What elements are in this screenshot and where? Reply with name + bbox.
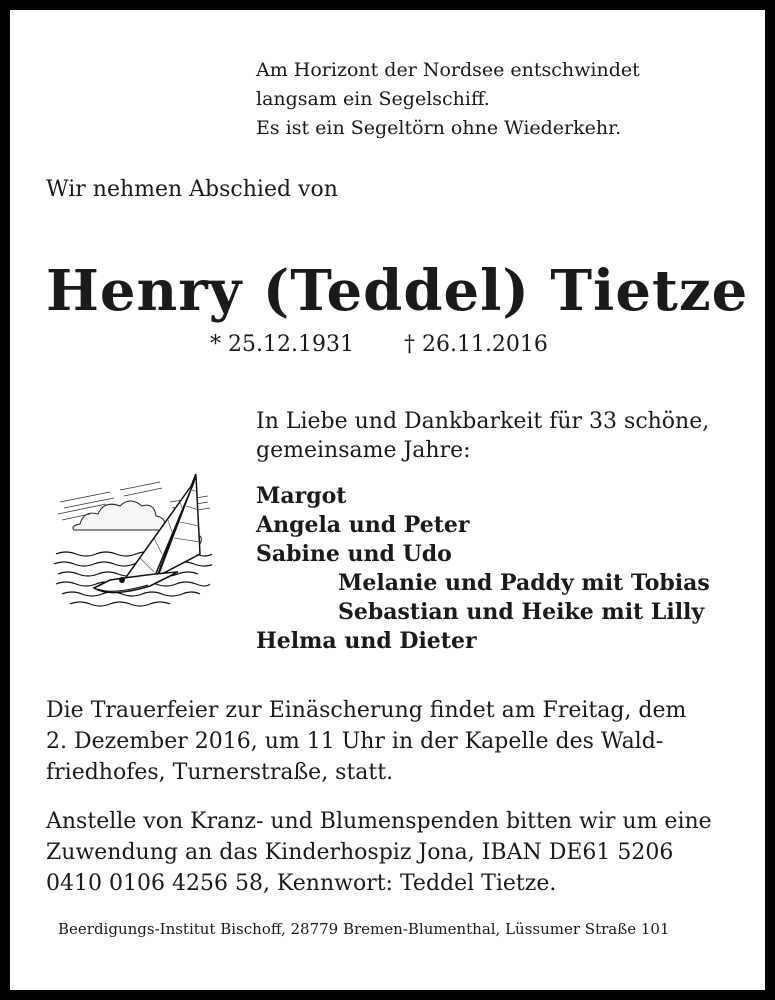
donation-line: Anstelle von Kranz- und Blumenspenden bitten wir um eine	[46, 809, 712, 834]
donation-line: 0410 0106 4256 58, Kennwort: Teddel Tietze.	[46, 871, 557, 896]
dedication-line: In Liebe und Dankbarkeit für 33 schöne,	[256, 409, 710, 434]
birth-date: * 25.12.1931	[210, 332, 354, 357]
funeral-home-footer: Beerdigungs-Institut Bischoff, 28779 Bremen-Blumenthal, Lüssumer Straße 101	[58, 920, 670, 938]
poem-line: langsam ein Segelschiff.	[256, 88, 490, 110]
dedication-line: gemeinsame Jahre:	[256, 438, 471, 463]
poem-line: Am Horizont der Nordsee entschwindet	[256, 59, 640, 81]
death-date: † 26.11.2016	[403, 332, 548, 357]
funeral-line: Die Trauerfeier zur Einäscherung findet am Freitag, dem	[46, 698, 687, 723]
funeral-line: friedhofes, Turnerstraße, statt.	[46, 760, 394, 785]
sailboat-illustration	[50, 462, 212, 610]
donation-request	[46, 806, 712, 899]
poem-line: Es ist ein Segeltörn ohne Wiederkehr.	[256, 117, 622, 139]
funeral-line: 2. Dezember 2016, um 11 Uhr in der Kapelle des Wald-	[46, 729, 664, 754]
funeral-details	[46, 695, 686, 788]
mourner-entry: Melanie und Paddy mit Tobias	[338, 570, 710, 596]
donation-line: Zuwendung an das Kinderhospiz Jona, IBAN DE61 5206	[46, 840, 674, 865]
deceased-name: Henry (Teddel) Tietze	[46, 258, 749, 324]
mourner-entry: Sabine und Udo	[256, 541, 452, 567]
mourners-list	[256, 482, 710, 656]
life-dates	[210, 332, 548, 357]
poem	[256, 56, 640, 143]
mourner-entry: Helma und Dieter	[256, 628, 477, 654]
mourner-entry: Sebastian und Heike mit Lilly	[338, 599, 705, 625]
mourner-entry: Margot	[256, 483, 347, 509]
intro-text: Wir nehmen Abschied von	[46, 177, 338, 202]
dedication	[256, 407, 709, 465]
mourner-entry: Angela und Peter	[256, 512, 470, 538]
